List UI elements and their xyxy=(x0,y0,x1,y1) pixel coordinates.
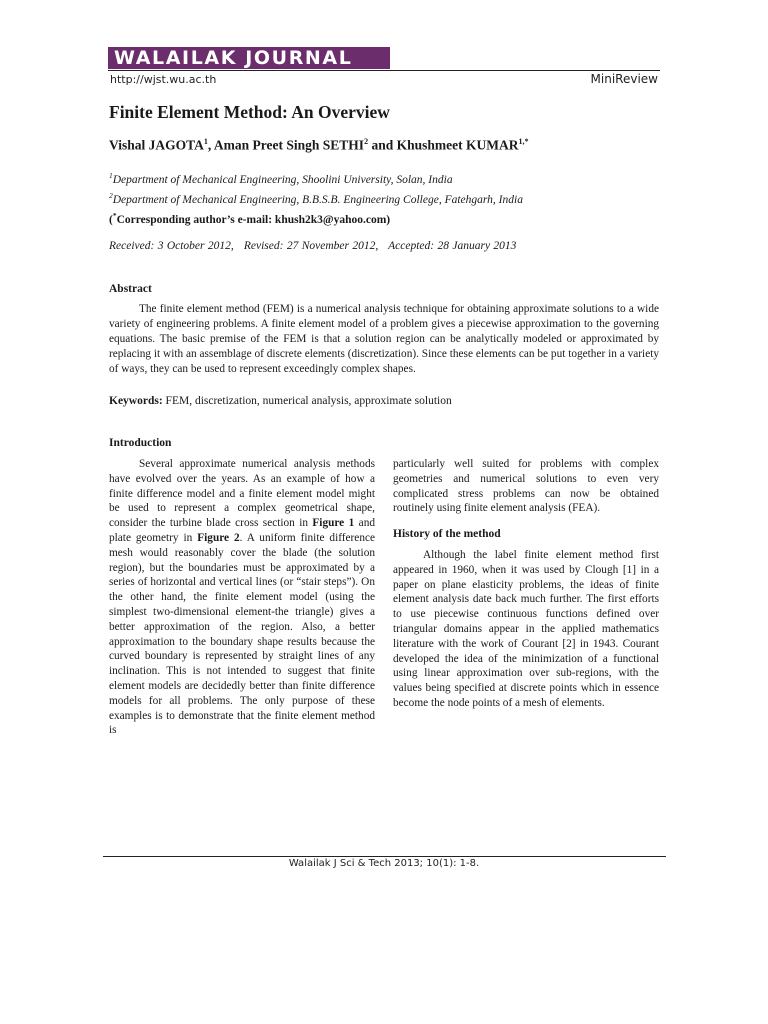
right-column xyxy=(393,457,659,516)
author-affil-mark: 1 xyxy=(203,137,208,146)
corresponding-author xyxy=(109,211,390,226)
affiliation-text: Department of Mechanical Engineering, B.B.S.B. Engineering College, Fatehgarh, India xyxy=(112,193,523,206)
footer-rule xyxy=(103,856,666,857)
corresponding-text: Corresponding author’s e-mail: khush2k3@yahoo.com) xyxy=(116,213,391,226)
introduction-paragraph xyxy=(109,457,375,738)
figure-2-ref: Figure 2 xyxy=(197,531,240,544)
affiliation-text: Department of Mechanical Engineering, Shoolini University, Solan, India xyxy=(112,173,453,186)
affiliation-mark: 2 xyxy=(109,190,113,200)
author-list xyxy=(109,137,528,154)
corresponding-mark: * xyxy=(112,211,117,220)
keywords-label: Keywords: xyxy=(109,395,163,407)
header-rule xyxy=(108,70,660,71)
journal-logo-text: WALAILAK JOURNAL xyxy=(114,47,353,69)
abstract-heading: Abstract xyxy=(109,283,152,295)
publication-dates: Received: 3 October 2012, Revised: 27 November 2012, Accepted: 28 January 2013 xyxy=(109,240,517,252)
intro-text-3: . A uniform finite difference mesh would reasonably cover the blade (the solution region), but the boundaries must be approximated by a series of horizontal and vertical lines (or “stair steps”). On the other hand, the finite element model (using the simplest two-dimensional element-the triangle) gives a better approximation of the region. Also, a better approximation to the boundary shape results because the curved boundary is represented by straight lines of any inclination. This is not intended to suggest that finite element models are decidedly better than finite difference models for all problems. The only purpose of these examples is to demonstrate that the finite element method is xyxy=(109,531,375,737)
history-heading: History of the method xyxy=(393,528,501,540)
author-separator: and xyxy=(368,137,397,153)
journal-url: http://wjst.wu.ac.th xyxy=(110,73,217,86)
introduction-heading: Introduction xyxy=(109,437,172,449)
paper-type: MiniReview xyxy=(590,72,658,86)
intro-text-1: Several approximate numerical analysis methods have evolved over the years. As an example of how a finite difference model and a finite element model might be used to represent a complex geometrical shape, consider the turbine blade cross section in xyxy=(109,458,375,530)
keywords-text: FEM, discretization, numerical analysis, approximate solution xyxy=(162,395,452,407)
author-affil-mark: 1,* xyxy=(518,137,529,146)
corresponding-open: ( xyxy=(109,213,113,226)
abstract-body: The finite element method (FEM) is a numerical analysis technique for obtaining approximate solutions to a wide variety of engineering problems. A finite element model of a problem gives a piecewise approximation to the governing equations. The basic premise of the FEM is that a solution region can be analytically modeled or approximated by replacing it with an assemblage of discrete elements (discretization). Since these elements can be put together in a variety of ways, they can be used to represent exceedingly complex shapes. xyxy=(109,303,659,375)
figure-1-ref: Figure 1 xyxy=(312,517,355,530)
history-column xyxy=(393,548,659,711)
affiliation xyxy=(109,168,523,188)
history-paragraph: Although the label finite element method first appeared in 1960, when it was used by Clough [1] in a paper on plane elasticity problems, the ideas of finite element analysis date back much further. The first efforts to use piecewise continuous functions defined over triangular domains appear in the applied mathematics literature with the work of Courant [2] in 1943. Courant developed the idea of the minimization of a functional using linear approximation over sub-regions, with the values being specified at discrete points which in essence become the node points of a mesh of elements. xyxy=(393,549,659,709)
introduction-column xyxy=(109,457,375,738)
author-name: Khushmeet KUMAR xyxy=(396,137,519,153)
keywords xyxy=(109,395,452,407)
paper-title: Finite Element Method: An Overview xyxy=(109,102,390,122)
author-affil-mark: 2 xyxy=(364,137,369,146)
introduction-continued: particularly well suited for problems with complex geometries and numerical solutions to even very complicated stress problems can now be obtained routinely using finite element analysis (FEA). xyxy=(393,458,659,515)
author-separator: , xyxy=(207,137,214,153)
intro-text-2: and plate geometry in xyxy=(109,517,375,544)
journal-logo xyxy=(108,47,390,69)
footer-citation: Walailak J Sci & Tech 2013; 10(1): 1-8. xyxy=(288,858,480,869)
affiliation-mark: 1 xyxy=(109,171,113,180)
affiliation-list xyxy=(109,168,523,208)
affiliation xyxy=(109,188,523,208)
author-name: Aman Preet Singh SETHI xyxy=(213,137,365,153)
author-name: Vishal JAGOTA xyxy=(109,137,204,153)
